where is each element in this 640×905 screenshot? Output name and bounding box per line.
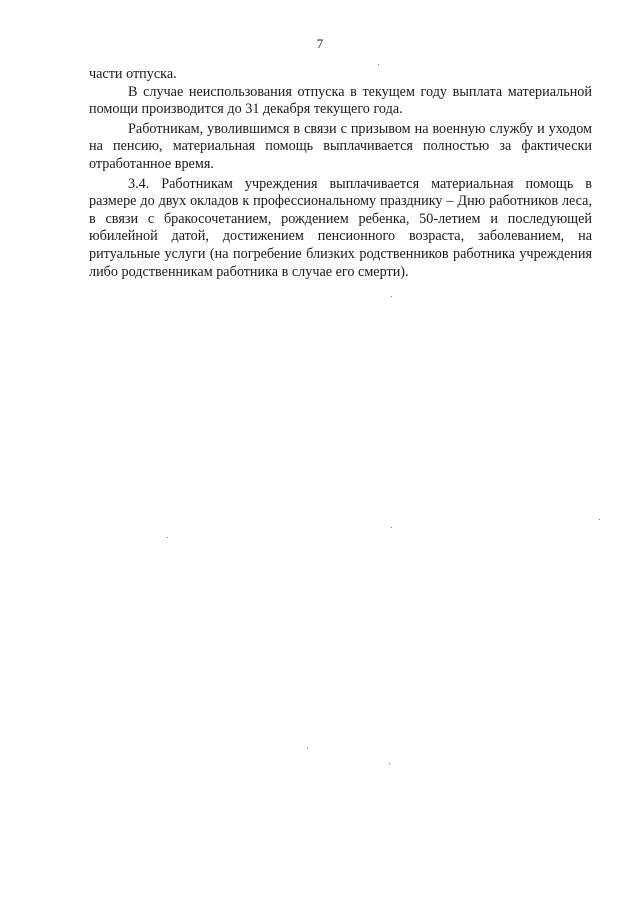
document-body	[89, 66, 592, 281]
scan-speck	[307, 748, 308, 749]
scan-speck	[391, 296, 392, 297]
scan-speck	[391, 527, 392, 528]
scan-speck	[378, 64, 379, 65]
scan-speck	[167, 537, 168, 538]
scan-speck	[599, 519, 600, 520]
scan-speck	[389, 763, 390, 764]
paragraph-section-3-4: 3.4. Работникам учреждения выплачивается материальная помощь в размере до двух окладов к профессиональному празднику – Дню работников леса, в связи с бракосочетанием, рождением ребенка, 50-летием и последующей юбилейной датой, достижением пенсионного возраста, заболеванием, на ритуальные услуги (на погребение близких родственников работника учреждения либо родственникам работника в случае его смерти).	[89, 175, 592, 280]
paragraph-dismissed-employees: Работникам, уволившимся в связи с призывом на военную службу и уходом на пенсию, материальная помощь выплачивается полностью за фактически отработанное время.	[89, 120, 592, 172]
paragraph-unused-leave: В случае неиспользования отпуска в текущем году выплата материальной помощи производится до 31 декабря текущего года.	[89, 83, 592, 118]
paragraph-continuation: части отпуска.	[89, 66, 177, 82]
page-number: 7	[316, 36, 324, 51]
